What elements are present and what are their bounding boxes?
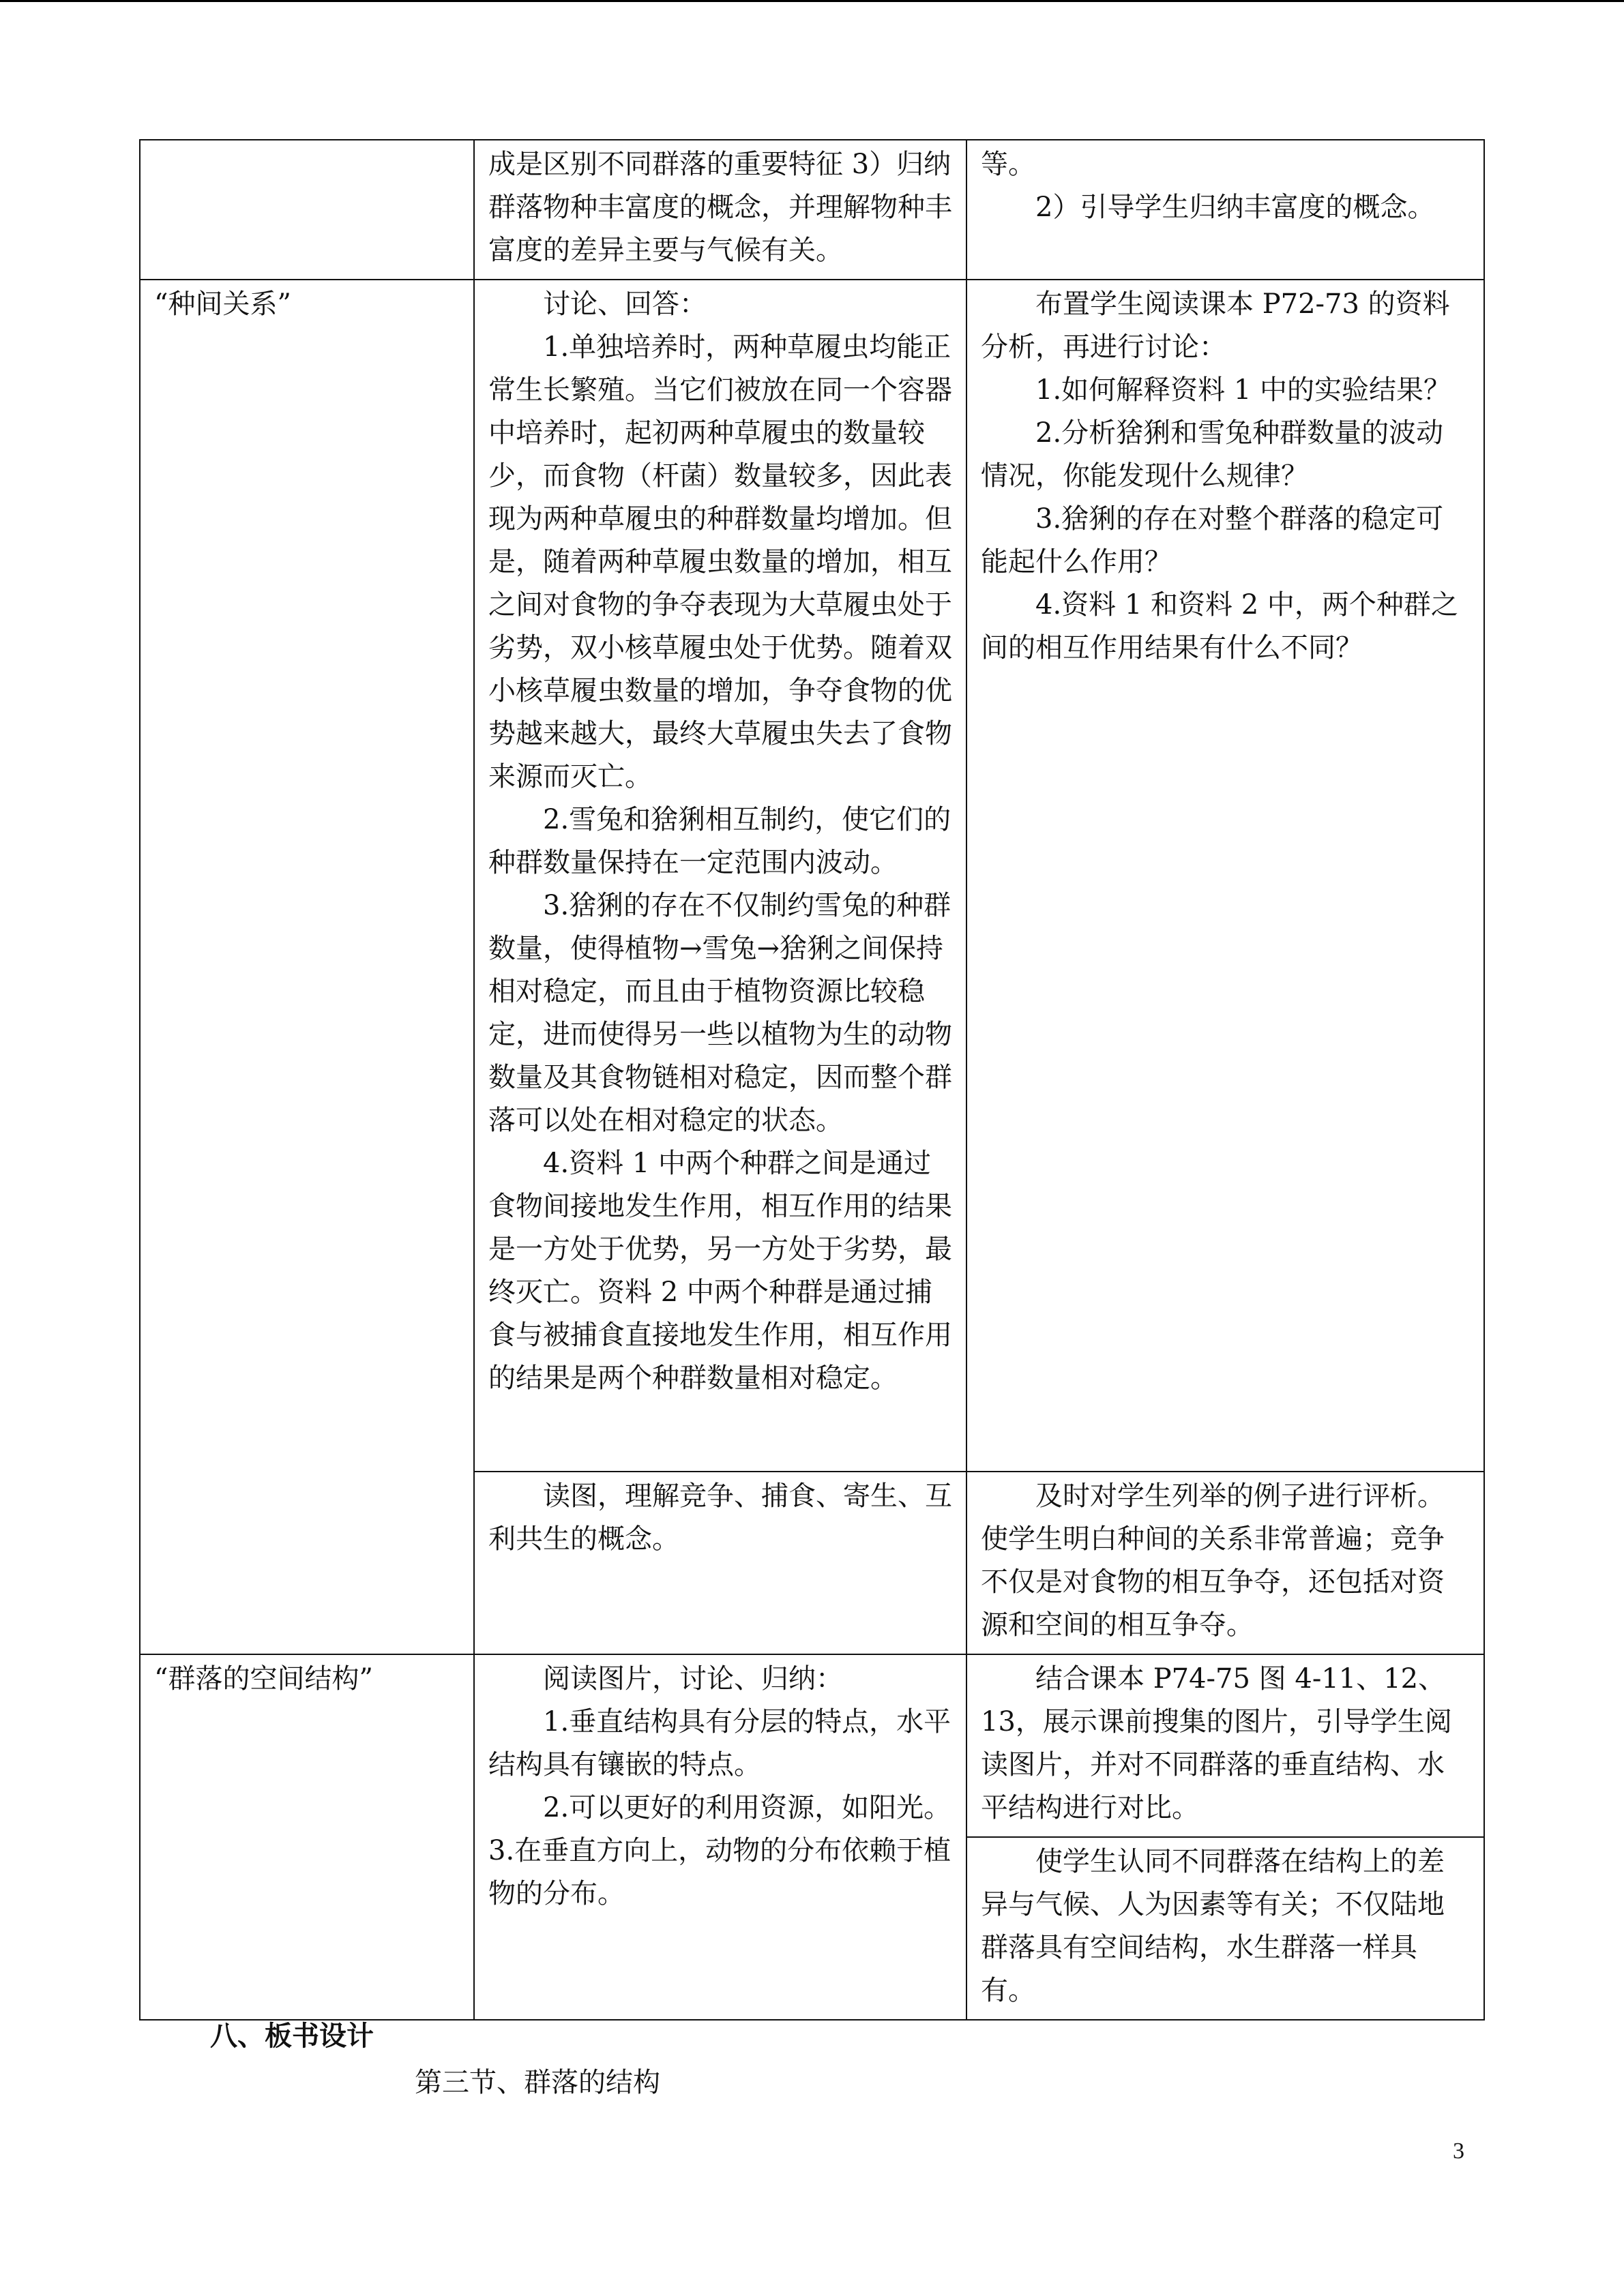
cell-paragraph: 使学生明白种间的关系非常普遍；竞争不仅是对食物的相互争夺，还包括对资源和空间的相互争夺。	[981, 1523, 1445, 1641]
topic-label: “种间关系”	[154, 288, 291, 320]
student-activity-cell	[474, 140, 966, 280]
cell-paragraph: 4.资料 1 和资料 2 中，两个种群之间的相互作用结果有什么不同？	[981, 589, 1458, 664]
teacher-activity-cell	[966, 280, 1484, 1472]
teacher-activity-cell	[966, 140, 1484, 280]
cell-paragraph: 讨论、回答：	[543, 288, 707, 320]
teacher-activity-cell	[966, 1654, 1484, 1837]
section-heading: 八、板书设计	[210, 2021, 374, 2052]
cell-paragraph: 2.雪兔和猞猁相互制约，使它们的种群数量保持在一定范围内波动。	[488, 804, 951, 878]
cell-paragraph: 使学生认同不同群落在结构上的差异与气候、人为因素等有关；不仅陆地群落具有空间结构，水生群落一样具有。	[981, 1846, 1445, 2006]
topic-cell	[140, 140, 474, 280]
top-border-line	[0, 0, 1624, 2]
cell-paragraph: 读图，理解竞争、捕食、寄生、互利共生的概念。	[488, 1480, 952, 1555]
table-row	[140, 1654, 1484, 1837]
board-design-title: 第三节、群落的结构	[415, 2067, 660, 2098]
student-activity-cell	[474, 280, 966, 1472]
cell-paragraph: 成是区别不同群落的重要特征 3）归纳群落物种丰富度的概念，并理解物种丰富度的差异主要与气候有关。	[488, 149, 952, 266]
teacher-activity-cell	[966, 1472, 1484, 1654]
cell-paragraph: 2）引导学生归纳丰富度的概念。	[1035, 192, 1435, 223]
cell-paragraph: 1.如何解释资料 1 中的实验结果？	[1035, 374, 1451, 406]
cell-paragraph: 2.可以更好的利用资源，如阳光。	[543, 1792, 951, 1823]
cell-paragraph: 1.垂直结构具有分层的特点，水平结构具有镶嵌的特点。	[488, 1706, 951, 1780]
topic-label: “群落的空间结构”	[154, 1663, 373, 1695]
cell-paragraph: 结合课本 P74-75 图 4-11、12、13，展示课前搜集的图片，引导学生阅读图片，并对不同群落的垂直结构、水平结构进行对比。	[981, 1663, 1452, 1823]
student-activity-cell	[474, 1654, 966, 2020]
topic-cell	[140, 280, 474, 1654]
cell-paragraph: 3.猞猁的存在对整个群落的稳定可能起什么作用？	[981, 503, 1444, 578]
table-row	[140, 280, 1484, 1472]
cell-paragraph: 3.在垂直方向上，动物的分布依赖于植物的分布。	[488, 1835, 951, 1909]
cell-paragraph: 1.单独培养时，两种草履虫均能正常生长繁殖。当它们被放在同一个容器中培养时，起初两种草履虫的数量较少，而食物（杆菌）数量较多，因此表现为两种草履虫的种群数量均增加。但是，随着两种草履虫数量的增加，相互之间对食物的争夺表现为大草履虫处于劣势，双小核草履虫处于优势。随着双小核草履虫数量的增加，争夺食物的优势越来越大，最终大草履虫失去了食物来源而灭亡。	[488, 331, 952, 792]
cell-paragraph: 布置学生阅读课本 P72-73 的资料分析，再进行讨论：	[981, 288, 1450, 363]
cell-paragraph: 4.资料 1 中两个种群之间是通过食物间接地发生作用，相互作用的结果是一方处于优势，另一方处于劣势，最终灭亡。资料 2 中两个种群是通过捕食与被捕食直接地发生作用，相互作用的结果是两个种群数量相对稳定。	[488, 1148, 952, 1394]
cell-paragraph: 2.分析猞猁和雪兔种群数量的波动情况，你能发现什么规律？	[981, 417, 1444, 492]
cell-paragraph: 及时对学生列举的例子进行评析。	[1035, 1480, 1445, 1512]
topic-cell	[140, 1654, 474, 2020]
cell-paragraph: 等。	[981, 149, 1035, 180]
page-number: 3	[1453, 2138, 1464, 2164]
student-activity-cell	[474, 1472, 966, 1654]
table-row	[140, 140, 1484, 280]
cell-paragraph: 阅读图片，讨论、归纳：	[543, 1663, 843, 1695]
cell-paragraph: 3.猞猁的存在不仅制约雪兔的种群数量，使得植物→雪兔→猞猁之间保持相对稳定，而且由于植物资源比较稳定，进而使得另一些以植物为生的动物数量及其食物链相对稳定，因而整个群落可以处在相对稳定的状态。	[488, 890, 952, 1136]
lesson-plan-table	[139, 139, 1485, 2021]
teacher-activity-cell	[966, 1837, 1484, 2020]
